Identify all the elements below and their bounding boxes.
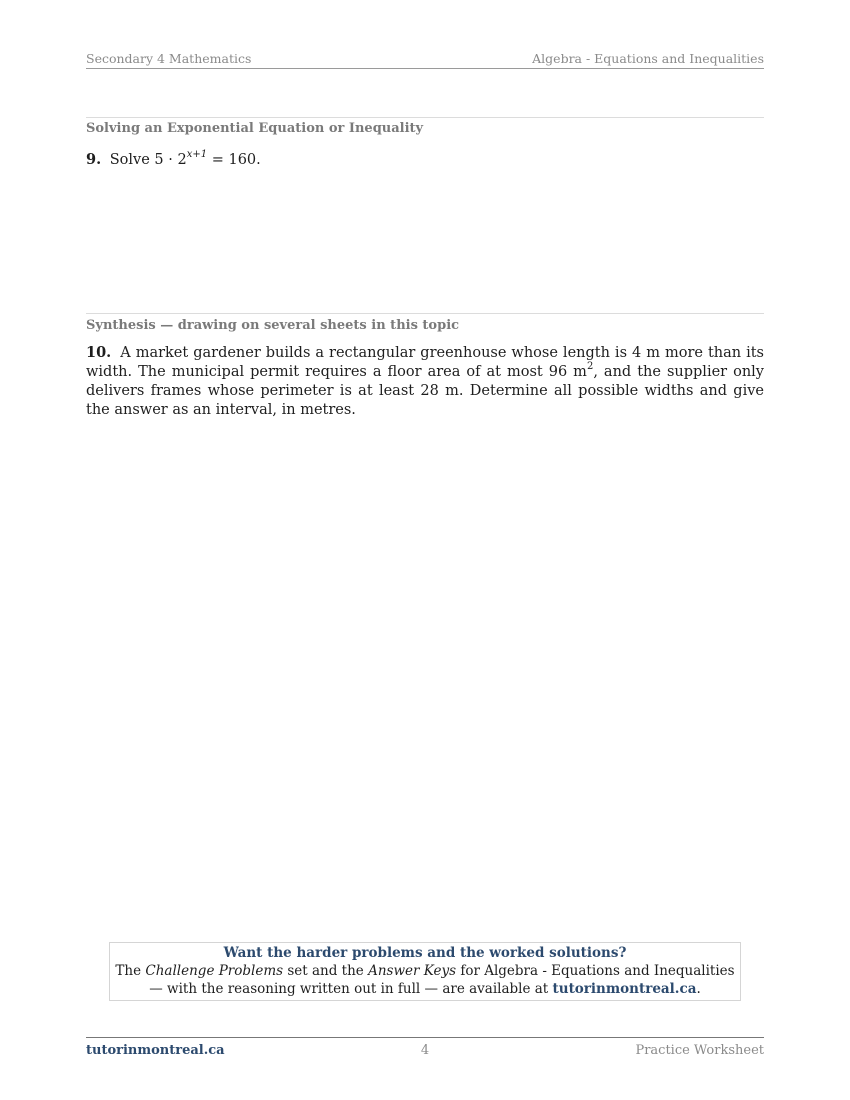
promo-text: The <box>115 963 146 979</box>
promo-site-link[interactable]: tutorinmontreal.ca <box>552 981 697 997</box>
promo-text: set and the <box>283 963 369 979</box>
promo-title: Want the harder problems and the worked solutions? <box>223 945 627 961</box>
problem-text-suffix: = 160. <box>207 152 261 168</box>
problem-9 <box>86 150 764 170</box>
promo-text: . <box>696 981 701 997</box>
footer-site-link[interactable]: tutorinmontreal.ca <box>86 1043 225 1058</box>
section-title-exponential: Solving an Exponential Equation or Inequality <box>86 121 424 136</box>
problem-exponent: x+1 <box>186 149 208 161</box>
topic-title: Algebra - Equations and Inequalities <box>532 51 764 66</box>
problem-text-part2: , and the supplier only delivers frames whose perimeter is at least 28 m. Determine all possible widths and give the answer as an interval, in metres. <box>86 364 764 418</box>
page-footer <box>86 1037 764 1060</box>
problem-text-part1: A market gardener builds a rectangular greenhouse whose length is 4 m more than its width. The municipal permit requires a floor area of at most 96 m <box>86 345 764 380</box>
problem-number: 10. <box>86 344 112 361</box>
problem-text-prefix: Solve 5 · 2 <box>109 152 187 168</box>
promo-box <box>109 942 741 1001</box>
worksheet-label: Practice Worksheet <box>635 1043 764 1058</box>
problem-number: 9. <box>86 151 102 168</box>
course-title: Secondary 4 Mathematics <box>86 51 252 66</box>
page-number: 4 <box>420 1043 430 1058</box>
page-header <box>86 50 764 69</box>
section-divider <box>86 313 764 314</box>
answer-keys-label: Answer Keys <box>368 963 457 979</box>
problem-10 <box>86 343 764 420</box>
section-divider <box>86 117 764 118</box>
section-title-synthesis: Synthesis — drawing on several sheets in this topic <box>86 318 460 333</box>
challenge-problems-label: Challenge Problems <box>145 963 284 979</box>
problem-superscript: 2 <box>586 361 594 373</box>
promo-body <box>110 962 740 998</box>
promo-text: for Algebra - Equations and Inequalities — with the reasoning written out in full — are available at <box>149 963 735 997</box>
